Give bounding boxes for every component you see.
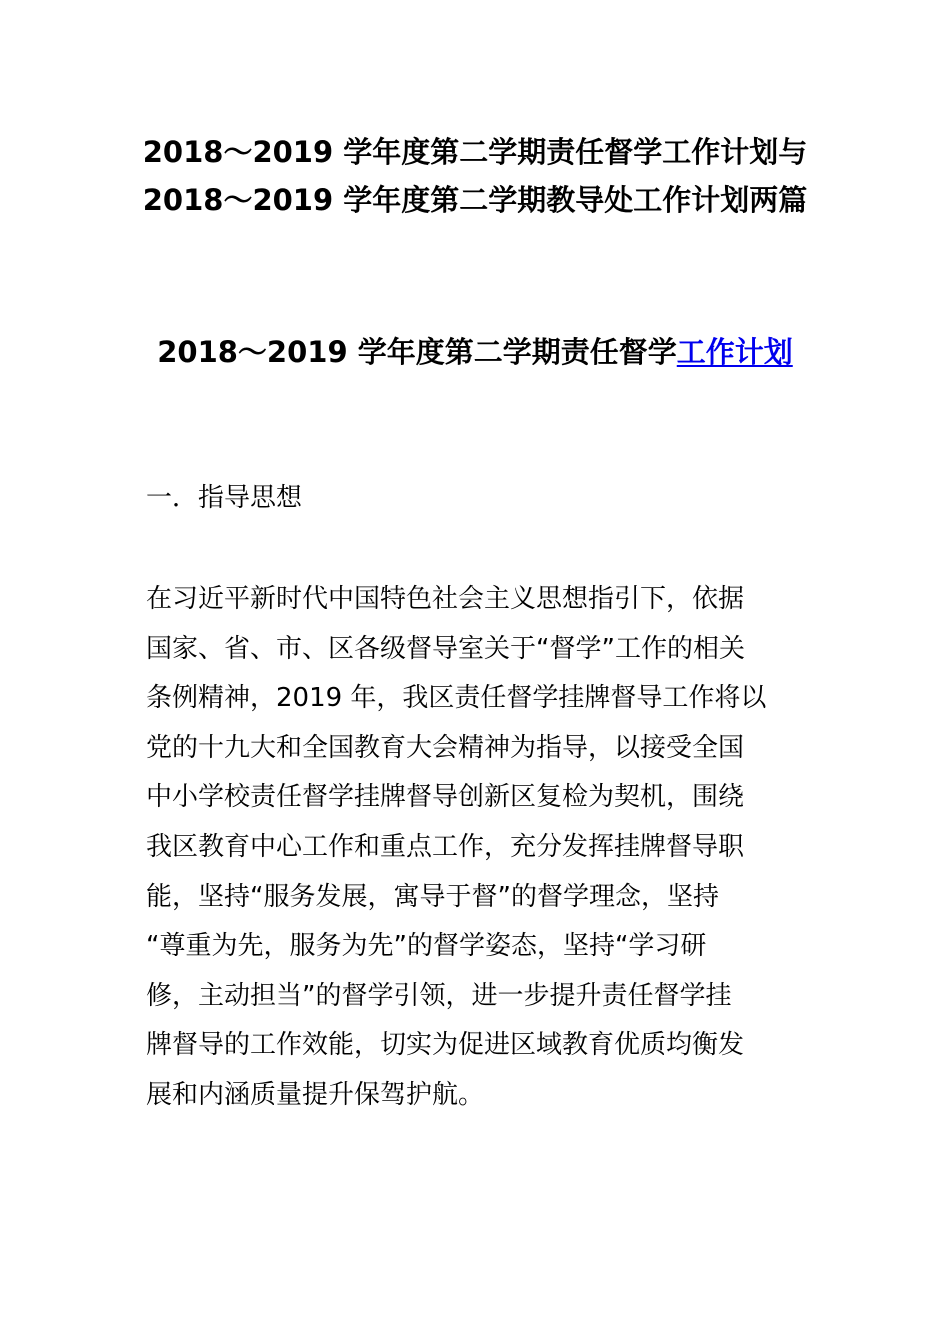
- body-paragraph: [146, 575, 816, 1121]
- body-line: 牌督导的工作效能，切实为促进区域教育优质均衡发: [146, 1030, 745, 1061]
- body-line: 党的十九大和全国教育大会精神为指导，以接受全国: [146, 732, 745, 763]
- body-line: 条例精神，2019 年，我区责任督学挂牌督导工作将以: [146, 683, 767, 714]
- body-line: 在习近平新时代中国特色社会主义思想指引下，依据: [146, 584, 745, 614]
- body-line: 我区教育中心工作和重点工作，充分发挥挂牌督导职: [146, 831, 745, 862]
- title-line-2: 2018～2019 学年度第二学期教导处工作计划两篇: [142, 183, 808, 217]
- title-line-1: 2018～2019 学年度第二学期责任督学工作计划与: [142, 135, 808, 169]
- section-title: [0, 328, 950, 376]
- work-plan-link[interactable]: 工作计划: [676, 335, 793, 369]
- body-line: “尊重为先，服务为先”的督学姿态，坚持“学习研: [146, 931, 707, 962]
- body-line: 中小学校责任督学挂牌督导创新区复检为契机，围绕: [146, 782, 745, 813]
- section-title-text: 2018～2019 学年度第二学期责任督学: [157, 335, 677, 369]
- section-heading: 一．指导思想: [146, 483, 303, 513]
- body-line: 展和内涵质量提升保驾护航。: [146, 1079, 485, 1110]
- body-line: 国家、省、市、区各级督导室关于“督学”工作的相关: [146, 633, 745, 664]
- body-line: 修，主动担当”的督学引领，进一步提升责任督学挂: [146, 980, 732, 1011]
- body-line: 能，坚持“服务发展，寓导于督”的督学理念，坚持: [146, 881, 719, 912]
- document-title: [0, 128, 950, 224]
